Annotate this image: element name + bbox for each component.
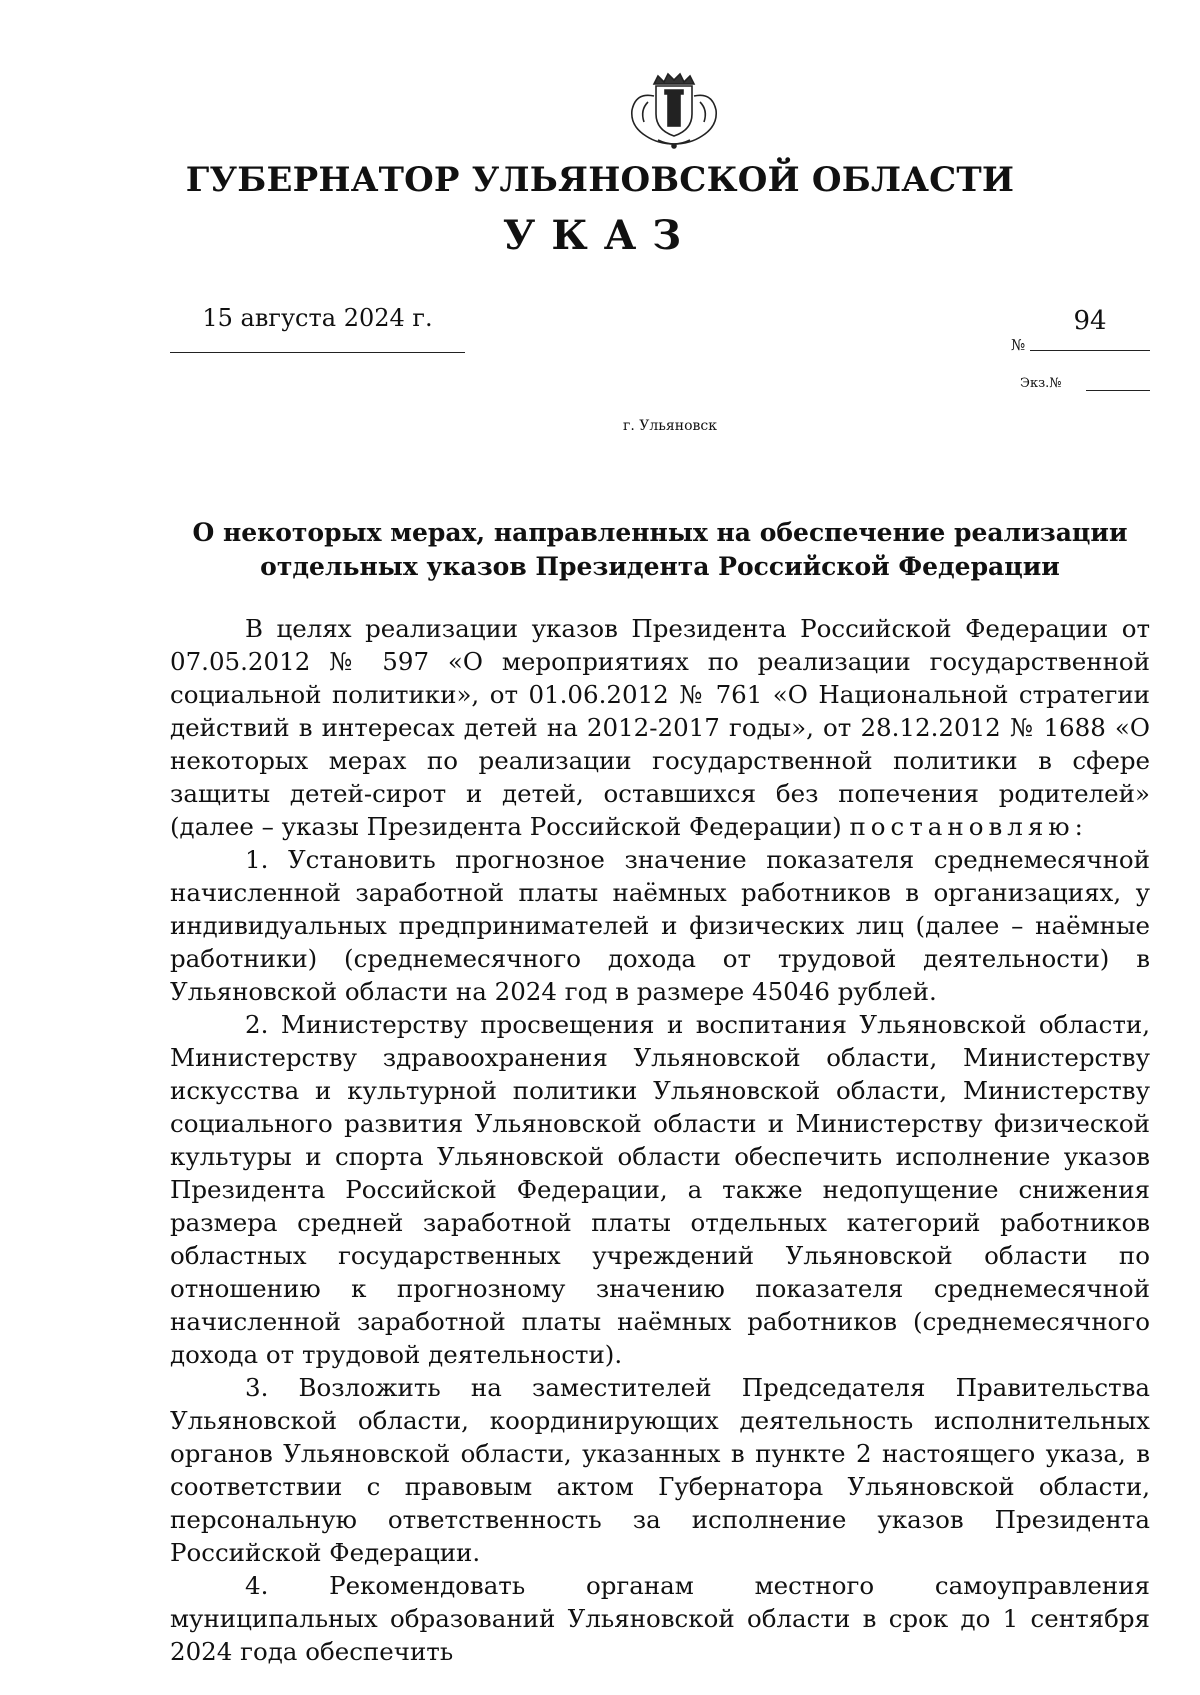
number-sign: №: [1011, 336, 1026, 354]
item-1: 1. Установить прогнозное значение показателя среднемесячной начисленной заработной платы наёмных работников в организациях, у индивидуальных предпринимателей и физических лиц (далее – наёмные работники) (среднемесячного дохода от трудовой деятельности) в Ульяновской области на 2024 год в размере 45046 рублей.: [170, 845, 1150, 1006]
date-underline: [170, 352, 465, 353]
title-line-1: О некоторых мерах, направленных на обеспечение реализации: [192, 518, 1128, 547]
document-date: 15 августа 2024 г.: [202, 304, 433, 332]
document-title: [170, 516, 1150, 584]
copy-number-underline: [1086, 390, 1150, 391]
document-type: УКАЗ: [502, 212, 698, 259]
item-4: 4. Рекомендовать органам местного самоуправления муниципальных образований Ульяновской области в срок до 1 сентября 2024 года обеспечить: [170, 1571, 1150, 1666]
preamble-text: В целях реализации указов Президента Российской Федерации от 07.05.2012 № 597 «О мероприятиях по реализации государственной социальной политики», от 01.06.2012 № 761 «О Национальной стратегии действий в интересах детей на 2012-2017 годы», от 28.12.2012 № 1688 «О некоторых мерах по реализации государственной политики в сфере защиты детей-сирот и детей, оставшихся без попечения родителей» (далее – указы Президента Российской Федерации): [170, 614, 1150, 841]
title-line-2: отдельных указов Президента Российской Федерации: [260, 552, 1060, 581]
copy-number-label: Экз.№: [1020, 376, 1062, 391]
city: г. Ульяновск: [623, 418, 717, 434]
item-3: 3. Возложить на заместителей Председателя Правительства Ульяновской области, координирующих деятельность исполнительных органов Ульяновской области, указанных в пункте 2 настоящего указа, в соответствии с правовым актом Губернатора Ульяновской области, персональную ответственность за исполнение указов Президента Российской Федерации.: [170, 1373, 1150, 1567]
number-underline: [1030, 350, 1150, 351]
document-body: [170, 612, 1150, 1668]
preamble-paragraph: [170, 612, 1150, 843]
coat-of-arms-icon: [618, 66, 730, 150]
decree-word: постановляю:: [849, 812, 1088, 841]
document-number: 94: [1073, 306, 1107, 336]
item-2: 2. Министерству просвещения и воспитания Ульяновской области, Министерству здравоохранения Ульяновской области, Министерству искусства и культурной политики Ульяновской области, Министерству социального развития Ульяновской области и Министерству физической культуры и спорта Ульяновской области обеспечить исполнение указов Президента Российской Федерации, а также недопущение снижения размера средней заработной платы отдельных категорий работников областных государственных учреждений Ульяновской области по отношению к прогнозному значению показателя среднемесячной начисленной заработной платы наёмных работников (среднемесячного дохода от трудовой деятельности).: [170, 1010, 1150, 1369]
issuing-authority: ГУБЕРНАТОР УЛЬЯНОВСКОЙ ОБЛАСТИ: [185, 160, 1015, 200]
